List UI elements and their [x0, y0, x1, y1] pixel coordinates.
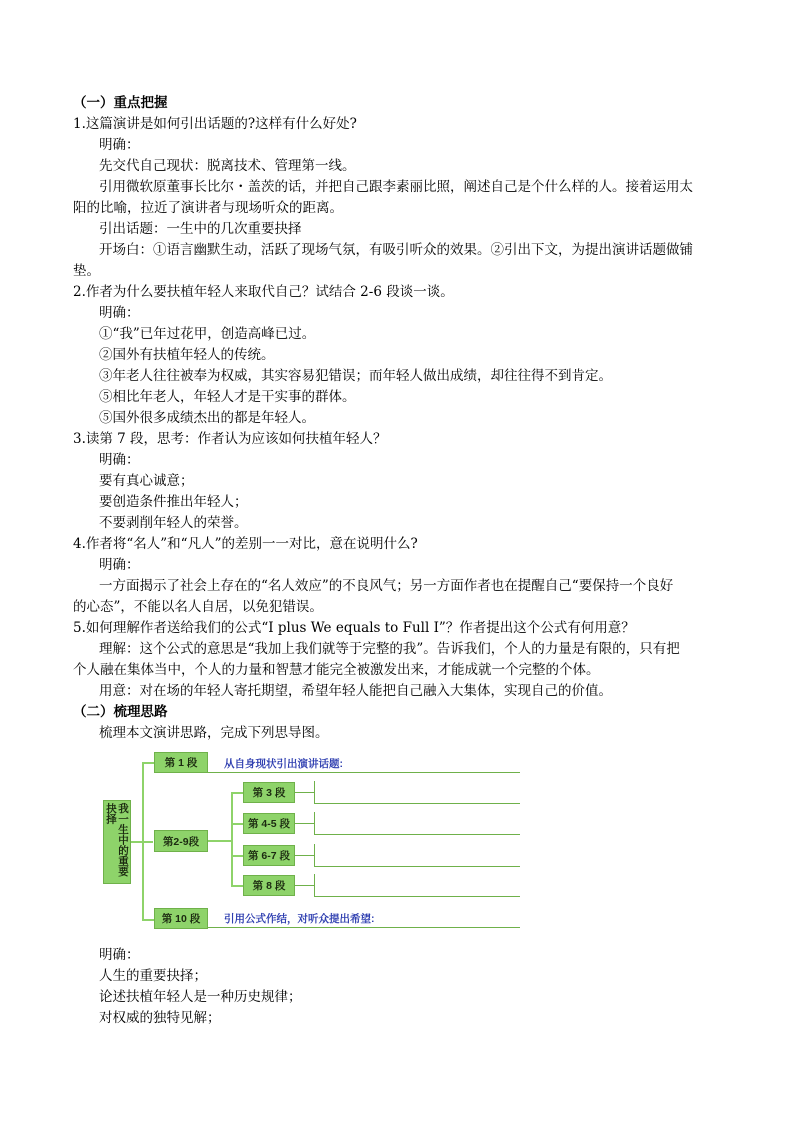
answer-text: 开场白：①语言幽默生动，活跃了现场气氛，有吸引听众的效果。②引出下文，为提出演讲话题做铺	[99, 242, 693, 258]
list-item: 不要剥削年轻人的荣誉。	[99, 515, 248, 531]
section1-heading: （一）重点把握	[73, 95, 168, 111]
list-item: ⑤相比年老人，年轻人才是干实事的群体。	[99, 389, 356, 405]
list-item: ③年老人往往被奉为权威，其实容易犯错误；而年轻人做出成绩，却往往得不到肯定。	[99, 368, 612, 384]
mindmap-branch-3: 第 10 段	[154, 908, 208, 929]
connector	[142, 762, 144, 920]
mindmap-sub-4: 第 8 段	[243, 875, 295, 896]
bracket	[314, 812, 315, 834]
connector	[231, 792, 233, 886]
answer-text: 用意：对在场的年轻人寄托期望，希望年轻人能把自己融入大集体，实现自己的价值。	[99, 683, 612, 699]
mindmap-root: 我一生中的重要抉择	[103, 800, 131, 884]
connector	[231, 855, 243, 857]
question-5: 5.如何理解作者送给我们的公式“I plus We equals to Full I”？作者提出这个公式有何用意？	[73, 620, 635, 636]
underline	[314, 896, 520, 897]
mindmap-branch-1-text: 从自身现状引出演讲话题:	[224, 758, 343, 770]
answer-label: 明确：	[99, 137, 140, 153]
connector	[142, 762, 154, 764]
underline	[295, 885, 315, 886]
answer-label: 明确：	[99, 557, 140, 573]
answer-text: 的心态”，不能以名人自居，以免犯错误。	[73, 599, 323, 615]
answer-text: 先交代自己现状：脱离技术、管理第一线。	[99, 158, 356, 174]
section2-heading: （二）梳理思路	[73, 704, 168, 720]
answer-text: 垫。	[73, 263, 100, 279]
answer-text: 理解：这个公式的意思是“我加上我们就等于完整的我”。告诉我们，个人的力量是有限的，只有把	[99, 641, 680, 657]
bracket	[314, 781, 315, 803]
list-item: ②国外有扶植年轻人的传统。	[99, 347, 275, 363]
connector	[142, 919, 154, 921]
answer-text: 一方面揭示了社会上存在的“名人效应”的不良风气；另一方面作者也在提醒自己“要保持一个良好	[99, 578, 674, 594]
underline	[295, 823, 315, 824]
connector	[208, 840, 232, 842]
question-3: 3.读第 7 段，思考：作者认为应该如何扶植年轻人？	[73, 431, 387, 447]
connector	[231, 885, 243, 887]
underline	[295, 855, 315, 856]
list-item: 人生的重要抉择；	[99, 968, 207, 984]
mind-map	[100, 748, 520, 934]
connector	[231, 792, 243, 794]
mindmap-sub-1: 第 3 段	[243, 782, 295, 803]
underline	[295, 792, 315, 793]
connector	[231, 823, 243, 825]
answer-label: 明确：	[99, 947, 140, 963]
answer-label: 明确：	[99, 452, 140, 468]
bracket	[314, 844, 315, 866]
answer-text: 阳的比喻，拉近了演讲者与现场听众的距离。	[73, 200, 343, 216]
mindmap-sub-2: 第 4-5 段	[243, 813, 295, 834]
underline	[314, 803, 520, 804]
mindmap-branch-1: 第 1 段	[154, 752, 208, 773]
underline	[208, 927, 520, 928]
list-item: 论述扶植年轻人是一种历史规律；	[99, 989, 302, 1005]
mindmap-branch-2: 第2-9段	[154, 830, 208, 852]
underline	[208, 772, 520, 773]
list-item: 要创造条件推出年轻人；	[99, 494, 248, 510]
mindmap-sub-3: 第 6-7 段	[243, 845, 295, 866]
answer-text: 个人融在集体当中，个人的力量和智慧才能完全被激发出来，才能成就一个完整的个体。	[73, 662, 600, 678]
list-item: ⑤国外很多成绩杰出的都是年轻人。	[99, 410, 315, 426]
question-4: 4.作者将“名人”和“凡人”的差别一一对比，意在说明什么?	[73, 536, 418, 552]
list-item: 要有真心诚意；	[99, 473, 194, 489]
mindmap-branch-3-text: 引用公式作结，对听众提出希望:	[224, 913, 375, 925]
section2-intro: 梳理本文演讲思路，完成下列思导图。	[99, 725, 329, 741]
list-item: ①“我”已年过花甲，创造高峰已过。	[99, 326, 316, 342]
underline	[314, 866, 520, 867]
answer-label: 明确：	[99, 305, 140, 321]
list-item: 对权威的独特见解；	[99, 1010, 221, 1026]
answer-text: 引出话题：一生中的几次重要抉择	[99, 221, 302, 237]
underline	[314, 834, 520, 835]
answer-text: 引用微软原董事长比尔・盖茨的话，并把自己跟李素丽比照，阐述自己是个什么样的人。接着运用太	[99, 179, 693, 195]
question-2: 2.作者为什么要扶植年轻人来取代自己？试结合 2-6 段谈一谈。	[73, 284, 454, 300]
question-1: 1.这篇演讲是如何引出话题的?这样有什么好处?	[73, 116, 357, 132]
bracket	[314, 874, 315, 896]
